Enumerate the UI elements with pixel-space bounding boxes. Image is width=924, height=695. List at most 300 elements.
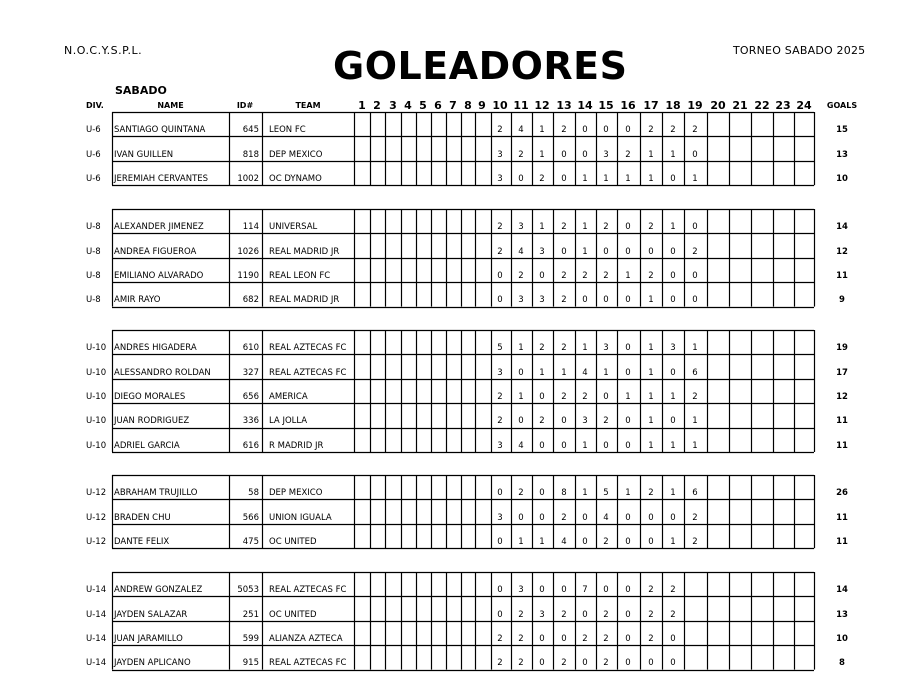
total-goals-cell: 14 — [836, 585, 848, 595]
week-score-cell: 0 — [582, 610, 588, 620]
week-score-cell: 0 — [648, 537, 654, 547]
total-goals-cell: 19 — [836, 343, 848, 353]
col-header-name: NAME — [157, 101, 184, 110]
week-score-cell: 4 — [582, 368, 588, 378]
player-name-cell: ALESSANDRO ROLDAN — [114, 368, 211, 378]
total-goals-cell: 26 — [836, 488, 848, 498]
player-name-cell: DIEGO MORALES — [114, 392, 186, 402]
col-header-week: 13 — [556, 99, 572, 112]
week-score-cell: 3 — [582, 416, 588, 426]
week-score-cell: 0 — [603, 247, 609, 257]
week-score-cell: 2 — [518, 150, 524, 160]
player-id-cell: 1002 — [237, 174, 259, 184]
week-score-cell: 0 — [692, 222, 698, 232]
week-score-cell: 1 — [648, 174, 654, 184]
week-score-cell: 2 — [603, 537, 609, 547]
player-id-cell: 656 — [242, 392, 259, 402]
week-score-cell: 1 — [582, 222, 588, 232]
total-goals-cell: 10 — [836, 174, 848, 184]
player-id-cell: 915 — [242, 658, 259, 668]
week-score-cell: 0 — [539, 271, 545, 281]
week-score-cell: 2 — [692, 513, 698, 523]
week-score-cell: 0 — [670, 416, 676, 426]
week-score-cell: 1 — [625, 488, 631, 498]
week-score-cell: 5 — [497, 343, 503, 353]
week-score-cell: 2 — [518, 634, 524, 644]
total-goals-cell: 9 — [839, 295, 845, 305]
week-score-cell: 0 — [561, 247, 567, 257]
week-score-cell: 0 — [539, 585, 545, 595]
week-score-cell: 0 — [648, 658, 654, 668]
team-cell: UNION IGUALA — [269, 513, 332, 523]
week-score-cell: 2 — [692, 247, 698, 257]
team-cell: AMERICA — [269, 392, 308, 402]
week-score-cell: 2 — [603, 416, 609, 426]
team-cell: LA JOLLA — [269, 416, 308, 426]
team-cell: REAL MADRID JR — [269, 247, 340, 257]
division-cell: U-14 — [86, 610, 107, 620]
week-score-cell: 1 — [582, 343, 588, 353]
week-score-cell: 1 — [582, 441, 588, 451]
week-score-cell: 0 — [625, 441, 631, 451]
week-score-cell: 3 — [539, 610, 545, 620]
week-score-cell: 3 — [497, 513, 503, 523]
total-goals-cell: 11 — [836, 441, 848, 451]
week-score-cell: 2 — [582, 634, 588, 644]
week-score-cell: 1 — [692, 416, 698, 426]
col-header-week: 21 — [732, 99, 748, 112]
team-cell: OC DYNAMO — [269, 174, 322, 184]
day-label: SABADO — [115, 84, 167, 97]
week-score-cell: 0 — [625, 658, 631, 668]
week-score-cell: 3 — [670, 343, 676, 353]
week-score-cell: 3 — [518, 222, 524, 232]
total-goals-cell: 12 — [836, 392, 848, 402]
week-score-cell: 0 — [603, 392, 609, 402]
week-score-cell: 2 — [603, 634, 609, 644]
total-goals-cell: 11 — [836, 513, 848, 523]
week-score-cell: 2 — [518, 488, 524, 498]
player-id-cell: 1190 — [237, 271, 259, 281]
week-score-cell: 2 — [497, 392, 503, 402]
team-cell: REAL MADRID JR — [269, 295, 340, 305]
col-header-week: 6 — [434, 99, 442, 112]
col-header-week: 11 — [513, 99, 529, 112]
week-score-cell: 0 — [497, 295, 503, 305]
player-name-cell: JAYDEN SALAZAR — [114, 610, 188, 620]
week-score-cell: 1 — [670, 488, 676, 498]
week-score-cell: 1 — [670, 537, 676, 547]
total-goals-cell: 11 — [836, 271, 848, 281]
col-header-week: 19 — [687, 99, 703, 112]
week-score-cell: 2 — [582, 271, 588, 281]
team-cell: OC UNITED — [269, 537, 317, 547]
player-name-cell: ANDREA FIGUEROA — [114, 247, 197, 257]
player-name-cell: BRADEN CHU — [114, 513, 171, 523]
week-score-cell: 0 — [670, 295, 676, 305]
week-score-cell: 1 — [648, 441, 654, 451]
player-name-cell: EMILIANO ALVARADO — [114, 271, 204, 281]
col-header-week: 17 — [643, 99, 659, 112]
division-cell: U-6 — [86, 125, 101, 135]
week-score-cell: 0 — [539, 658, 545, 668]
week-score-cell: 2 — [648, 488, 654, 498]
week-score-cell: 0 — [625, 537, 631, 547]
week-score-cell: 1 — [670, 392, 676, 402]
week-score-cell: 0 — [582, 513, 588, 523]
week-score-cell: 3 — [497, 150, 503, 160]
division-cell: U-10 — [86, 368, 107, 378]
week-score-cell: 2 — [518, 271, 524, 281]
week-score-cell: 0 — [518, 368, 524, 378]
week-score-cell: 2 — [692, 537, 698, 547]
week-score-cell: 1 — [539, 368, 545, 378]
col-header-week: 18 — [665, 99, 681, 112]
week-score-cell: 1 — [518, 392, 524, 402]
week-score-cell: 2 — [670, 125, 676, 135]
week-score-cell: 1 — [582, 174, 588, 184]
player-id-cell: 566 — [242, 513, 259, 523]
player-id-cell: 114 — [242, 222, 259, 232]
total-goals-cell: 10 — [836, 634, 848, 644]
week-score-cell: 1 — [692, 174, 698, 184]
week-score-cell: 1 — [670, 441, 676, 451]
week-score-cell: 1 — [648, 295, 654, 305]
week-score-cell: 0 — [625, 416, 631, 426]
player-id-cell: 1026 — [237, 247, 259, 257]
week-score-cell: 2 — [670, 610, 676, 620]
week-score-cell: 2 — [648, 610, 654, 620]
week-score-cell: 1 — [561, 368, 567, 378]
week-score-cell: 5 — [603, 488, 609, 498]
total-goals-cell: 12 — [836, 247, 848, 257]
team-cell: REAL AZTECAS FC — [269, 343, 347, 353]
week-score-cell: 2 — [648, 125, 654, 135]
week-score-cell: 3 — [539, 247, 545, 257]
week-score-cell: 7 — [582, 585, 588, 595]
week-score-cell: 0 — [518, 416, 524, 426]
week-score-cell: 0 — [670, 247, 676, 257]
week-score-cell: 0 — [539, 634, 545, 644]
week-score-cell: 2 — [497, 658, 503, 668]
week-score-cell: 0 — [670, 658, 676, 668]
week-score-cell: 3 — [497, 174, 503, 184]
week-score-cell: 1 — [625, 392, 631, 402]
division-cell: U-10 — [86, 441, 107, 451]
week-score-cell: 2 — [561, 125, 567, 135]
week-score-cell: 0 — [648, 513, 654, 523]
col-header-week: 24 — [796, 99, 812, 112]
team-cell: ALIANZA AZTECA — [269, 634, 343, 644]
week-score-cell: 1 — [648, 150, 654, 160]
player-name-cell: JAYDEN APLICANO — [114, 658, 191, 668]
total-goals-cell: 15 — [836, 125, 848, 135]
col-header-week: 9 — [478, 99, 486, 112]
week-score-cell: 0 — [582, 537, 588, 547]
week-score-cell: 0 — [692, 271, 698, 281]
total-goals-cell: 8 — [839, 658, 845, 668]
division-cell: U-10 — [86, 392, 107, 402]
player-name-cell: ANDRES HIGADERA — [114, 343, 197, 353]
week-score-cell: 3 — [603, 150, 609, 160]
week-score-cell: 4 — [561, 537, 567, 547]
week-score-cell: 2 — [582, 392, 588, 402]
week-score-cell: 2 — [625, 150, 631, 160]
week-score-cell: 1 — [539, 537, 545, 547]
week-score-cell: 0 — [497, 537, 503, 547]
week-score-cell: 0 — [625, 343, 631, 353]
player-name-cell: SANTIAGO QUINTANA — [114, 125, 206, 135]
week-score-cell: 0 — [582, 658, 588, 668]
week-score-cell: 4 — [518, 441, 524, 451]
week-score-cell: 4 — [518, 125, 524, 135]
player-id-cell: 599 — [242, 634, 259, 644]
team-cell: REAL LEON FC — [269, 271, 331, 281]
total-goals-cell: 14 — [836, 222, 848, 232]
week-score-cell: 2 — [648, 585, 654, 595]
week-score-cell: 0 — [539, 392, 545, 402]
week-score-cell: 3 — [603, 343, 609, 353]
division-cell: U-6 — [86, 174, 101, 184]
week-score-cell: 2 — [603, 610, 609, 620]
week-score-cell: 2 — [561, 610, 567, 620]
week-score-cell: 3 — [518, 585, 524, 595]
col-header-week: 14 — [577, 99, 593, 112]
week-score-cell: 1 — [539, 125, 545, 135]
week-score-cell: 0 — [497, 488, 503, 498]
player-id-cell: 818 — [242, 150, 259, 160]
player-id-cell: 327 — [242, 368, 259, 378]
week-score-cell: 0 — [561, 174, 567, 184]
week-score-cell: 2 — [561, 295, 567, 305]
week-score-cell: 0 — [625, 585, 631, 595]
week-score-cell: 0 — [692, 150, 698, 160]
week-score-cell: 2 — [670, 585, 676, 595]
team-cell: REAL AZTECAS FC — [269, 585, 347, 595]
week-score-cell: 1 — [625, 271, 631, 281]
week-score-cell: 2 — [518, 658, 524, 668]
total-goals-cell: 13 — [836, 610, 848, 620]
player-name-cell: ADRIEL GARCIA — [114, 441, 180, 451]
team-cell: OC UNITED — [269, 610, 317, 620]
division-cell: U-12 — [86, 537, 107, 547]
player-name-cell: AMIR RAYO — [114, 295, 161, 305]
division-cell: U-10 — [86, 343, 107, 353]
week-score-cell: 0 — [603, 585, 609, 595]
total-goals-cell: 17 — [836, 368, 848, 378]
division-cell: U-8 — [86, 271, 101, 281]
team-cell: REAL AZTECAS FC — [269, 368, 347, 378]
total-goals-cell: 13 — [836, 150, 848, 160]
week-score-cell: 0 — [625, 295, 631, 305]
week-score-cell: 1 — [625, 174, 631, 184]
week-score-cell: 0 — [670, 634, 676, 644]
player-name-cell: ANDREW GONZALEZ — [114, 585, 203, 595]
week-score-cell: 0 — [625, 222, 631, 232]
team-cell: LEON FC — [269, 125, 306, 135]
week-score-cell: 1 — [582, 488, 588, 498]
col-header-week: 16 — [620, 99, 636, 112]
week-score-cell: 0 — [582, 150, 588, 160]
week-score-cell: 2 — [648, 222, 654, 232]
week-score-cell: 0 — [625, 634, 631, 644]
team-cell: DEP MEXICO — [269, 150, 323, 160]
col-header-week: 10 — [492, 99, 508, 112]
week-score-cell: 2 — [561, 343, 567, 353]
page-title: GOLEADORES — [333, 44, 628, 88]
week-score-cell: 0 — [518, 513, 524, 523]
player-name-cell: JUAN JARAMILLO — [114, 634, 183, 644]
player-id-cell: 475 — [242, 537, 259, 547]
week-score-cell: 0 — [603, 125, 609, 135]
week-score-cell: 0 — [670, 368, 676, 378]
division-cell: U-8 — [86, 295, 101, 305]
col-header-week: 15 — [598, 99, 614, 112]
week-score-cell: 4 — [603, 513, 609, 523]
week-score-cell: 0 — [518, 174, 524, 184]
team-cell: R MADRID JR — [269, 441, 324, 451]
week-score-cell: 0 — [539, 488, 545, 498]
week-score-cell: 2 — [561, 658, 567, 668]
week-score-cell: 1 — [518, 537, 524, 547]
division-cell: U-8 — [86, 222, 101, 232]
player-name-cell: JUAN RODRIGUEZ — [114, 416, 190, 426]
col-header-week: 23 — [775, 99, 791, 112]
week-score-cell: 2 — [497, 634, 503, 644]
week-score-cell: 2 — [539, 343, 545, 353]
week-score-cell: 0 — [561, 634, 567, 644]
division-cell: U-6 — [86, 150, 101, 160]
col-header-goals: GOALS — [826, 101, 858, 110]
col-header-div: DIV. — [86, 101, 104, 110]
col-header-id: ID# — [236, 101, 254, 110]
week-score-cell: 2 — [539, 174, 545, 184]
col-header-week: 12 — [534, 99, 550, 112]
week-score-cell: 0 — [670, 513, 676, 523]
week-score-cell: 2 — [497, 416, 503, 426]
week-score-cell: 0 — [625, 368, 631, 378]
week-score-cell: 3 — [539, 295, 545, 305]
week-score-cell: 3 — [497, 368, 503, 378]
week-score-cell: 0 — [561, 416, 567, 426]
total-goals-cell: 11 — [836, 416, 848, 426]
week-score-cell: 8 — [561, 488, 567, 498]
col-header-week: 5 — [419, 99, 427, 112]
week-score-cell: 0 — [670, 271, 676, 281]
player-name-cell: DANTE FELIX — [114, 537, 170, 547]
division-cell: U-14 — [86, 634, 107, 644]
week-score-cell: 6 — [692, 488, 698, 498]
team-cell: DEP MEXICO — [269, 488, 323, 498]
week-score-cell: 0 — [692, 295, 698, 305]
player-id-cell: 5053 — [237, 585, 259, 595]
week-score-cell: 2 — [497, 125, 503, 135]
player-id-cell: 251 — [242, 610, 259, 620]
week-score-cell: 6 — [692, 368, 698, 378]
week-score-cell: 1 — [539, 150, 545, 160]
week-score-cell: 2 — [561, 392, 567, 402]
week-score-cell: 1 — [648, 416, 654, 426]
week-score-cell: 1 — [648, 368, 654, 378]
week-score-cell: 0 — [561, 441, 567, 451]
col-header-week: 2 — [373, 99, 381, 112]
team-cell: REAL AZTECAS FC — [269, 658, 347, 668]
player-id-cell: 58 — [248, 488, 259, 498]
week-score-cell: 1 — [670, 222, 676, 232]
week-score-cell: 0 — [625, 247, 631, 257]
week-score-cell: 0 — [625, 513, 631, 523]
week-score-cell: 2 — [561, 222, 567, 232]
player-id-cell: 610 — [242, 343, 259, 353]
player-id-cell: 645 — [242, 125, 259, 135]
team-cell: UNIVERSAL — [269, 222, 318, 232]
division-cell: U-14 — [86, 658, 107, 668]
week-score-cell: 1 — [539, 222, 545, 232]
week-score-cell: 2 — [603, 222, 609, 232]
week-score-cell: 2 — [497, 247, 503, 257]
division-cell: U-12 — [86, 488, 107, 498]
week-score-cell: 0 — [561, 585, 567, 595]
week-score-cell: 0 — [603, 441, 609, 451]
col-header-week: 20 — [710, 99, 726, 112]
total-goals-cell: 11 — [836, 537, 848, 547]
player-name-cell: ALEXANDER JIMENEZ — [114, 222, 204, 232]
week-score-cell: 0 — [603, 295, 609, 305]
week-score-cell: 1 — [518, 343, 524, 353]
division-cell: U-12 — [86, 513, 107, 523]
week-score-cell: 0 — [582, 125, 588, 135]
division-cell: U-14 — [86, 585, 107, 595]
week-score-cell: 0 — [561, 150, 567, 160]
col-header-week: 22 — [754, 99, 770, 112]
player-id-cell: 682 — [242, 295, 259, 305]
col-header-week: 1 — [358, 99, 366, 112]
week-score-cell: 4 — [518, 247, 524, 257]
col-header-week: 7 — [449, 99, 457, 112]
week-score-cell: 1 — [648, 343, 654, 353]
player-id-cell: 616 — [242, 441, 259, 451]
week-score-cell: 3 — [497, 441, 503, 451]
week-score-cell: 0 — [648, 247, 654, 257]
week-score-cell: 2 — [692, 392, 698, 402]
week-score-cell: 0 — [582, 295, 588, 305]
week-score-cell: 1 — [692, 343, 698, 353]
player-name-cell: JEREMIAH CERVANTES — [114, 174, 209, 184]
week-score-cell: 0 — [670, 174, 676, 184]
week-score-cell: 1 — [603, 368, 609, 378]
col-header-week: 4 — [404, 99, 412, 112]
week-score-cell: 0 — [539, 441, 545, 451]
week-score-cell: 2 — [561, 513, 567, 523]
week-score-cell: 2 — [497, 222, 503, 232]
tournament-name: TORNEO SABADO 2025 — [733, 44, 866, 57]
week-score-cell: 0 — [625, 610, 631, 620]
week-score-cell: 0 — [497, 271, 503, 281]
division-cell: U-8 — [86, 247, 101, 257]
week-score-cell: 2 — [603, 271, 609, 281]
player-name-cell: ABRAHAM TRUJILLO — [114, 488, 198, 498]
player-name-cell: IVAN GUILLEN — [114, 150, 174, 160]
week-score-cell: 1 — [648, 392, 654, 402]
week-score-cell: 1 — [603, 174, 609, 184]
col-header-week: 3 — [389, 99, 397, 112]
week-score-cell: 0 — [497, 585, 503, 595]
col-header-team: TEAM — [295, 101, 321, 110]
week-score-cell: 2 — [648, 271, 654, 281]
week-score-cell: 0 — [539, 513, 545, 523]
division-cell: U-10 — [86, 416, 107, 426]
week-score-cell: 2 — [518, 610, 524, 620]
